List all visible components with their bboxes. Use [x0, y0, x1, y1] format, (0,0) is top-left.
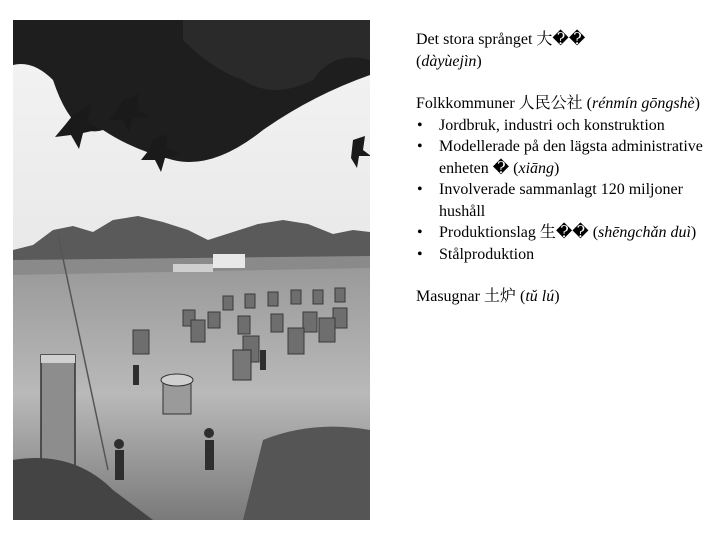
- bullet-text: Jordbruk, industri och konstruktion: [439, 116, 665, 134]
- list-item: [416, 179, 706, 222]
- communes-pinyin: rénmín gōngshè: [592, 95, 695, 112]
- list-item: • Produktionslag 生�� (shēngchǎn duì): [416, 222, 706, 244]
- list-item: • Modellerade på den lägsta administrative enheten � (xiāng): [416, 136, 706, 179]
- slide-text: [416, 29, 706, 308]
- communes-title-text: Folkkommuner 人民公社: [416, 95, 583, 112]
- bullet-text: Involverade sammanlagt 120 miljoner hushåll: [439, 181, 683, 220]
- heading-text: Det stora språnget 大��: [416, 31, 586, 48]
- heading-line: Det stora språnget 大�� (dàyùejìn): [416, 31, 586, 70]
- communes-bullet-list: [416, 115, 706, 266]
- bullet-text: Modellerade på den lägsta administrative enheten �: [439, 138, 703, 177]
- furnaces-line: Masugnar 土炉 (tǔ lú): [416, 288, 560, 305]
- furnaces-pinyin: tǔ lú: [525, 288, 555, 305]
- list-item: [416, 244, 706, 266]
- historical-photo-backyard-furnaces: [13, 20, 370, 520]
- furnaces-text: Masugnar 土炉: [416, 288, 516, 305]
- communes-title: Folkkommuner 人民公社 (rénmín gōngshè): [416, 95, 700, 112]
- bullet-pinyin: xiāng: [518, 159, 555, 177]
- bullet-text: Stålproduktion: [439, 245, 535, 263]
- bullet-text: Produktionslag 生��: [439, 224, 593, 241]
- list-item: [416, 115, 706, 137]
- heading-pinyin: dàyùejìn: [421, 52, 477, 70]
- bullet-pinyin: shēngchǎn duì: [598, 224, 691, 241]
